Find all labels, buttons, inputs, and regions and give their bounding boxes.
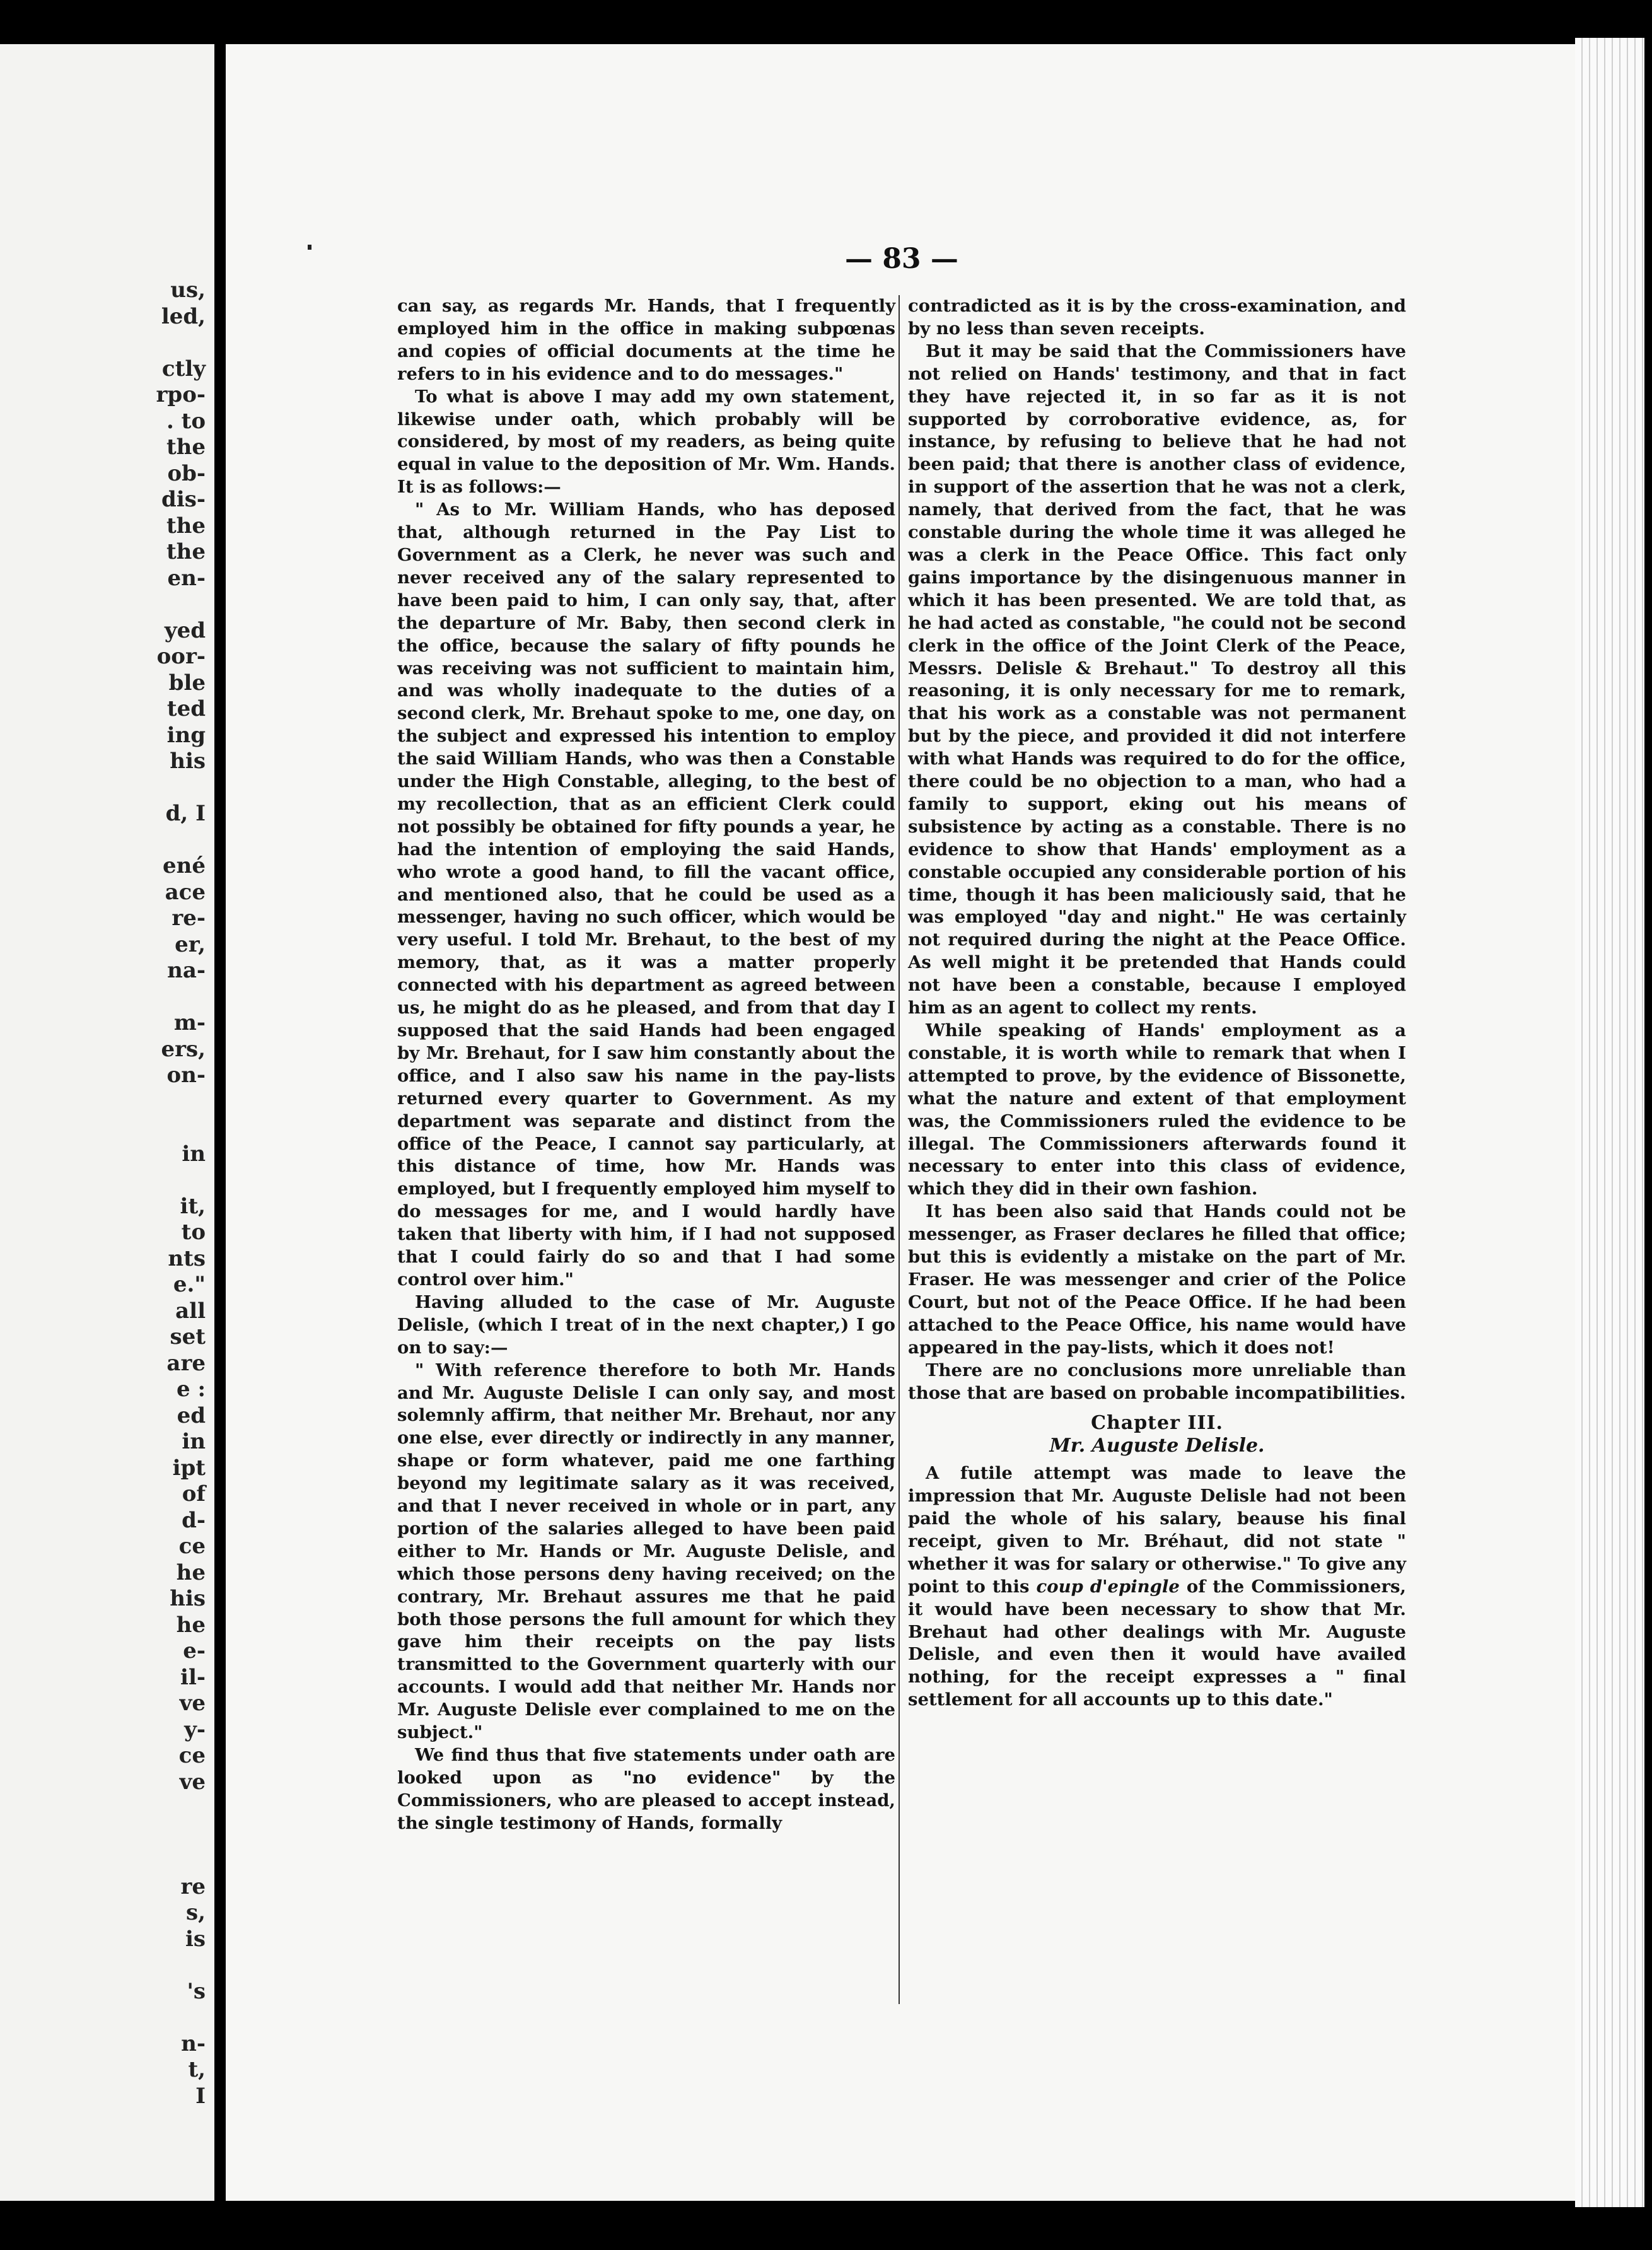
- paragraph: But it may be said that the Commissioners have not relied on Hands' testimony, and that in fact they have rejected it, in so far as it is not supported by corroborative evidence, as, for instance, by refusing to believe that he had not been paid; that there is another class of evidence, in support of the assertion that he was not a clerk, namely, that derived from the fact, that he was constable during the whole time it was alleged he was a clerk in the Peace Office. This fact only gains importance by the disingenuous manner in which it has been presented. We are told that, as he had acted as constable, "he could not be second clerk in the office of the Joint Clerk of the Peace, Messrs. Delisle & Brehaut." To destroy all this reasoning, it is only necessary for me to remark, that his work as a constable was not permanent but by the piece, and provided it did not interfere with what Hands was required to do for the office, there could be no objection to a man, who had a family to support, eking out his means of subsistence by acting as a constable. There is no evidence to show that Hands' employment as a constable occupied any considerable portion of his time, though it has been maliciously said, that he was employed "day and night." He was certainly not required during the night at the Peace Office. As well might it be pretended that Hands could not have been a constable, because I employed him as an agent to collect my rents.: [908, 341, 1406, 1018]
- margin-fragment: us,: [170, 277, 206, 303]
- margin-fragment: he: [176, 1559, 206, 1585]
- margin-fragment: the: [166, 539, 206, 564]
- margin-fragment: en-: [167, 565, 206, 591]
- margin-fragment: in: [182, 1141, 206, 1167]
- margin-fragment: ing: [166, 722, 206, 748]
- margin-fragment: he: [176, 1612, 206, 1638]
- margin-fragment: re-: [172, 906, 206, 931]
- paragraph: To what is above I may add my own statement, likewise under oath, which probably will be considered, by most of my readers, as being quite equal in value to the deposition of Mr. Wm. Hands. It is as follows:—: [397, 386, 895, 498]
- margin-fragment: the: [166, 513, 206, 539]
- margin-fragment: e :: [176, 1377, 206, 1402]
- margin-fragment: ted: [166, 696, 206, 721]
- margin-fragment: led,: [161, 303, 206, 329]
- margin-fragment: nts: [168, 1245, 206, 1271]
- margin-fragment: rpo-: [156, 382, 206, 407]
- margin-fragment: na-: [167, 958, 206, 983]
- margin-fragment: ipt: [172, 1455, 206, 1481]
- margin-fragment: I: [195, 2083, 206, 2109]
- paragraph-text: A futile attempt was made to leave the impression that Mr. Auguste Delisle had not been paid the whole of his salary, beause his final receipt, given to Mr. Bréhaut, did not state " whether it was for salary or otherwise." To give any point to this: [908, 1463, 1406, 1597]
- margin-fragment: ace: [165, 879, 206, 905]
- margin-fragment: n-: [181, 2031, 206, 2056]
- margin-fragment: il-: [180, 1664, 206, 1690]
- margin-fragment: e-: [183, 1638, 206, 1664]
- left-facing-page: [0, 44, 214, 2201]
- margin-fragment: is: [185, 1926, 206, 1952]
- margin-fragment: of: [182, 1481, 206, 1507]
- margin-fragment: the: [166, 434, 206, 460]
- margin-fragment: ed: [177, 1402, 206, 1428]
- margin-fragment: y-: [184, 1717, 206, 1742]
- margin-fragment: ble: [168, 670, 206, 696]
- column-divider: [899, 295, 900, 2004]
- paragraph-text: of the Commissioners, it would have been necessary to show that Mr. Brehaut had other dealings with Mr. Auguste Delisle, and even then it would have availed nothing, for the receipt expresses a " final settlement for all accounts up to this date.": [908, 1576, 1407, 1710]
- margin-fragment: his: [170, 1586, 206, 1611]
- margin-fragment: yed: [164, 617, 206, 643]
- margin-fragment: in: [182, 1429, 206, 1454]
- column-left: [397, 295, 895, 1835]
- paragraph: We find thus that five statements under oath are looked upon as "no evidence" by the Commissioners, who are pleased to accept instead, the single testimony of Hands, formally: [397, 1745, 895, 1833]
- margin-fragment: ve: [179, 1769, 206, 1795]
- paragraph: It has been also said that Hands could not be messenger, as Fraser declares he filled that office; but this is evidently a mistake on the part of Mr. Fraser. He was messenger and crier of the Police Court, but not of the Peace Office. If he had been attached to the Peace Office, his name would have appeared in the pay-lists, which it does not!: [908, 1201, 1406, 1358]
- margin-fragment: d, I: [165, 801, 206, 826]
- margin-fragment: his: [170, 749, 206, 774]
- paragraph: can say, as regards Mr. Hands, that I frequently employed him in the office in making subpœnas and copies of official documents at the time he refers to in his evidence and to do messages.": [397, 296, 895, 384]
- italic-phrase: coup d'epingle: [1036, 1576, 1180, 1597]
- book-gutter: [214, 0, 226, 2250]
- margin-fragment: t,: [188, 2057, 206, 2082]
- margin-fragment: e.": [173, 1272, 206, 1297]
- page-edges: [1575, 38, 1644, 2207]
- paragraph: While speaking of Hands' employment as a constable, it is worth while to remark that when I attempted to prove, by the evidence of Bissonette, what the nature and extent of that employment was, the Commissioners ruled the evidence to be illegal. The Commissioners afterwards found it necessary to enter into this class of evidence, which they did in their own fashion.: [908, 1020, 1406, 1199]
- margin-fragment: it,: [180, 1193, 206, 1219]
- quote-paragraph: " With reference therefore to both Mr. Hands and Mr. Auguste Delisle I can only say, and most solemnly affirm, that neither Mr. Brehaut, nor any one else, ever directly or indirectly in any manner, shape or form whatever, paid me one farthing beyond my legitimate salary as it was received, and that I never received in whole or in part, any portion of the salaries alleged to have been paid either to Mr. Hands or Mr. Auguste Delisle, and which those persons deny having received; on the contrary, Mr. Brehaut assures me that he paid both those persons the full amount for which they gave him their receipts on the pay lists transmitted to the Government quarterly with our accounts. I would add that neither Mr. Hands nor Mr. Auguste Delisle ever complained to me on the subject.": [397, 1360, 895, 1743]
- margin-fragment: ers,: [161, 1036, 206, 1062]
- margin-fragment: d-: [182, 1507, 206, 1533]
- page-number: — 83 —: [845, 243, 958, 275]
- margin-fragment: ené: [163, 853, 206, 878]
- column-right: [908, 295, 1406, 1711]
- margin-fragment: m-: [173, 1010, 206, 1035]
- paragraph: [908, 1462, 1406, 1711]
- margin-fragment: are: [166, 1350, 206, 1376]
- margin-fragment: . to: [166, 408, 206, 434]
- chapter-subtitle: Mr. Auguste Delisle.: [1049, 1435, 1265, 1457]
- paragraph: There are no conclusions more unreliable than those that are based on probable incompatibilities.: [908, 1360, 1406, 1403]
- margin-fragment: all: [175, 1298, 206, 1324]
- margin-fragment: 's: [187, 1978, 206, 2004]
- quote-paragraph: " As to Mr. William Hands, who has deposed that, although returned in the Pay List to Government as a Clerk, he never was such and never received any of the salary represented to have been paid to him, I can only say, that, after the departure of Mr. Baby, then second clerk in the office, because the salary of fifty pounds he was receiving was not sufficient to maintain him, and was wholly inadequate to the duties of a second clerk, Mr. Brehaut spoke to me, one day, on the subject and expressed his intention to employ the said William Hands, who was then a Constable under the High Constable, alleging, to the best of my recollection, that as an efficient Clerk could not possibly be obtained for fifty pounds a year, he had the intention of employing the said Hands, who wrote a good hand, to fill the vacant office, and mentioned also, that he could be used as a messenger, having no such officer, which would be very useful. I told Mr. Brehaut, to the best of my memory, that, as it was a matter properly connected with his department as agreed between us, he might do as he pleased, and from that day I supposed that the said Hands had been engaged by Mr. Brehaut, for I saw him constantly about the office, and I also saw his name in the pay-lists returned every quarter to Government. As my department was separate and distinct from the office of the Peace, I cannot say particularly, at this distance of time, how Mr. Hands was employed, but I frequently employed him myself to do messages for me, and I would hardly have taken that liberty with him, if I had not supposed that I could fairly do so and that I had some control over him.": [397, 499, 895, 1290]
- margin-fragment: ce: [178, 1534, 206, 1559]
- paragraph: Having alluded to the case of Mr. Auguste Delisle, (which I treat of in the next chapter,) I go on to say:—: [397, 1291, 895, 1358]
- margin-fragment: ce: [178, 1743, 206, 1768]
- margin-fragment: set: [170, 1324, 206, 1349]
- margin-fragment: ve: [179, 1691, 206, 1716]
- margin-fragment: er,: [175, 931, 206, 957]
- margin-fragment: re: [180, 1874, 206, 1899]
- margin-fragment: to: [181, 1220, 206, 1245]
- margin-fragment: dis-: [161, 487, 206, 512]
- margin-fragment: on-: [166, 1063, 206, 1088]
- paragraph: contradicted as it is by the cross-examination, and by no less than seven receipts.: [908, 296, 1406, 339]
- margin-fragment: ctly: [161, 356, 206, 382]
- margin-fragment: ob-: [167, 460, 206, 486]
- ink-speck: [308, 245, 311, 250]
- margin-fragment: oor-: [156, 644, 206, 669]
- chapter-heading: Chapter III.: [1091, 1412, 1223, 1435]
- margin-fragment: s,: [186, 1900, 206, 1925]
